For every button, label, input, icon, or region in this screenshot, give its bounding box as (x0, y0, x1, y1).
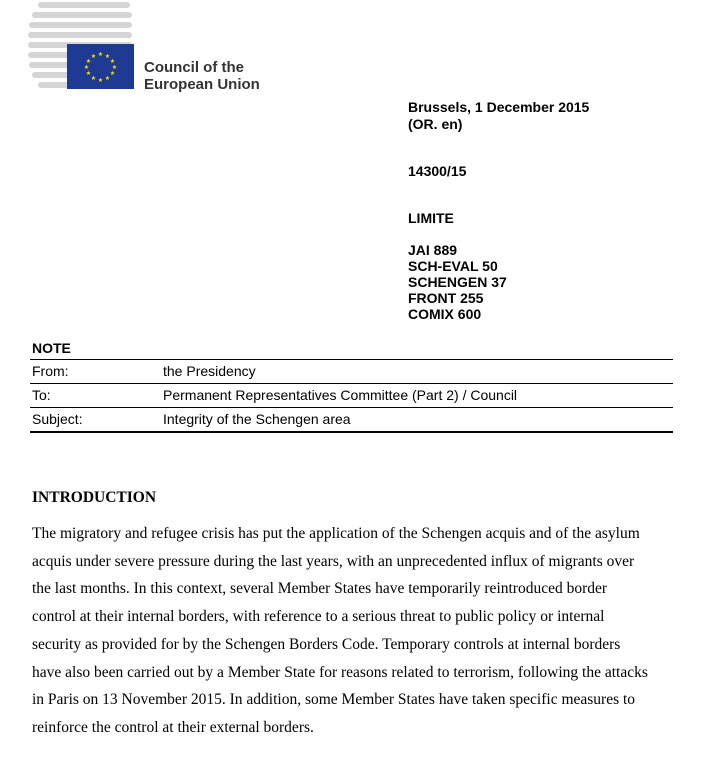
code-list (408, 242, 507, 322)
svg-text:★: ★ (90, 75, 97, 82)
code-item: FRONT 255 (408, 290, 484, 306)
paragraph-line: the last months. In this context, several Member States have temporarily reintroduced border (32, 580, 608, 598)
from-row (30, 360, 673, 384)
org-line-2: European Union (144, 76, 260, 93)
svg-text:★: ★ (104, 53, 111, 60)
svg-text:★: ★ (109, 70, 116, 77)
paragraph-line: The migratory and refugee crisis has put the application of the Schengen acquis and of the asylum (32, 525, 640, 542)
svg-text:★: ★ (104, 75, 111, 82)
code-item: SCHENGEN 37 (408, 274, 507, 290)
svg-text:★: ★ (109, 58, 116, 65)
document-number: 14300/15 (408, 163, 467, 179)
code-item: COMIX 600 (408, 306, 482, 322)
to-label: To: (32, 387, 51, 403)
from-label: From: (32, 363, 69, 379)
from-value: the Presidency (163, 363, 256, 379)
paragraph-line: reinforce the control at their external borders. (32, 718, 314, 736)
svg-text:★: ★ (90, 53, 97, 60)
introduction-paragraph (32, 520, 672, 742)
svg-text:★: ★ (97, 51, 104, 58)
introduction-heading: INTRODUCTION (32, 489, 157, 506)
paragraph-line: security as provided for by the Schengen Borders Code. Temporary controls at internal borders (32, 635, 621, 653)
to-value: Permanent Representatives Committee (Part 2) / Council (163, 387, 518, 403)
to-row (30, 384, 673, 408)
svg-text:★: ★ (83, 64, 90, 71)
classification: LIMITE (408, 210, 454, 226)
place-date: Brussels, 1 December 2015 (408, 99, 590, 115)
original-language: (OR. en) (408, 116, 463, 132)
note-header-table (30, 359, 673, 433)
eu-stars-icon (67, 44, 134, 89)
code-item: JAI 889 (408, 242, 458, 258)
svg-text:★: ★ (111, 64, 118, 71)
subject-value: Integrity of the Schengen area (163, 411, 351, 427)
eu-flag-icon (67, 44, 134, 89)
svg-text:★: ★ (85, 58, 92, 65)
subject-row (30, 408, 673, 433)
svg-text:★: ★ (85, 70, 92, 77)
note-title: NOTE (32, 340, 71, 356)
paragraph-line: have also been carried out by a Member State for reasons related to terrorism, following the attacks (32, 663, 648, 681)
svg-text:★: ★ (97, 77, 104, 84)
code-item: SCH-EVAL 50 (408, 258, 498, 274)
paragraph-line: in Paris on 13 November 2015. In addition, some Member States have taken specific measures to (32, 691, 636, 709)
paragraph-line: control at their internal borders, with reference to a serious threat to public policy or internal (32, 608, 605, 626)
subject-label: Subject: (32, 411, 83, 427)
org-line-1: Council of the (144, 59, 244, 76)
paragraph-line: acquis under severe pressure during the last years, with an unprecedented influx of migrants over (32, 552, 635, 570)
organisation-name (144, 59, 260, 93)
